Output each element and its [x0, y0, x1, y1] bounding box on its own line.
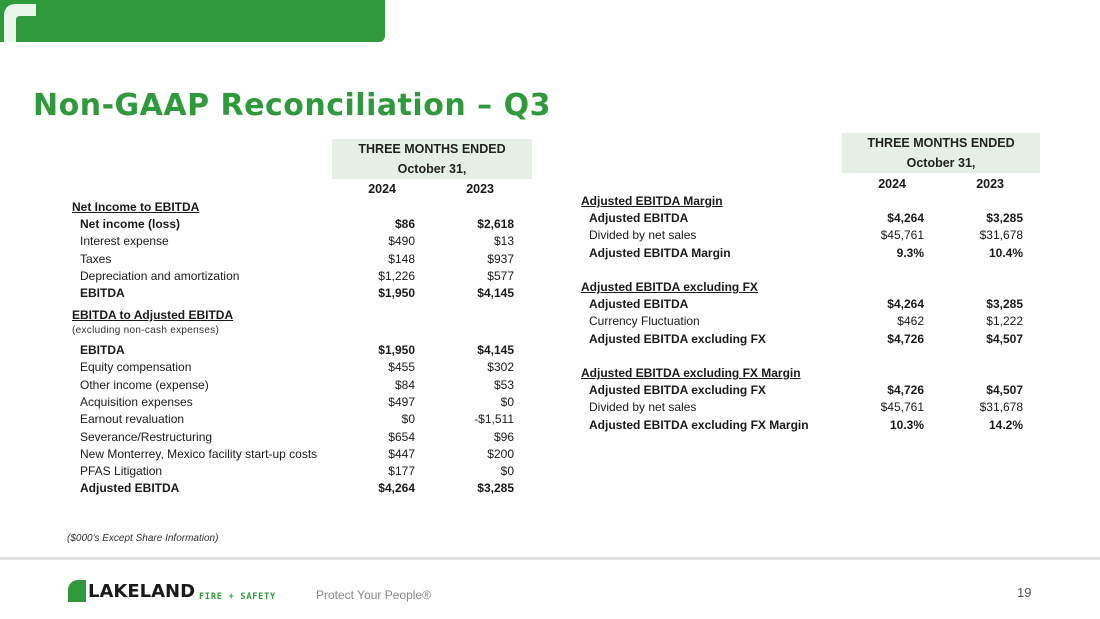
- row-value-2023: -$1,511: [474, 412, 514, 427]
- row-value-2023: $200: [487, 446, 514, 461]
- row-value-2023: $0: [500, 394, 514, 409]
- row-value-2023: $577: [487, 268, 514, 283]
- row-value-2024: $1,950: [378, 286, 415, 301]
- row-value-2023: $937: [487, 251, 514, 266]
- left-section2-subtitle: (excluding non-cash expenses): [72, 325, 220, 336]
- table-row: [589, 331, 1023, 348]
- row-value-2023: 14.2%: [988, 417, 1023, 432]
- brand-hook-icon: [0, 0, 36, 42]
- table-row: [80, 359, 514, 376]
- row-label: Adjusted EBITDA: [589, 297, 689, 311]
- row-value-2024: $1,950: [378, 343, 415, 357]
- row-value-2023: $2,618: [477, 217, 514, 231]
- row-value-2024: $4,726: [887, 383, 924, 397]
- table-row: [589, 417, 1023, 434]
- row-label: Currency Fluctuation: [589, 314, 700, 329]
- table-row: [589, 296, 1023, 313]
- logo-wordmark: LAKELAND: [88, 581, 196, 602]
- left-section2-title: EBITDA to Adjusted EBITDA: [72, 308, 234, 322]
- row-label: Divided by net sales: [589, 400, 697, 415]
- left-year-2023: 2023: [466, 182, 494, 196]
- row-label: Adjusted EBITDA excluding FX Margin: [589, 417, 809, 432]
- right-year-2023: 2023: [976, 177, 1004, 191]
- row-value-2023: $31,678: [979, 228, 1023, 243]
- row-value-2024: $497: [388, 394, 415, 409]
- table-row: [80, 377, 514, 394]
- row-label: Adjusted EBITDA: [80, 481, 180, 496]
- table-row: [80, 446, 514, 463]
- row-value-2023: $53: [493, 377, 514, 392]
- row-value-2023: $3,285: [986, 211, 1023, 225]
- tagline: Protect Your People®: [316, 588, 431, 602]
- row-value-2023: $4,145: [477, 343, 514, 357]
- table-row: [589, 227, 1023, 244]
- row-value-2023: $1,222: [986, 314, 1023, 329]
- table-row: [80, 285, 514, 302]
- table-row: [80, 216, 514, 233]
- left-header-line2: October 31,: [397, 162, 467, 176]
- row-value-2024: $0: [401, 412, 415, 427]
- left-header-box: [332, 139, 532, 179]
- row-value-2024: $4,726: [887, 331, 924, 346]
- right-header-line1: THREE MONTHS ENDED: [867, 136, 1015, 150]
- row-value-2024: $45,761: [880, 400, 924, 415]
- row-value-2023: $13: [493, 234, 514, 249]
- row-value-2024: $4,264: [887, 211, 924, 225]
- right-header-box: [842, 133, 1040, 173]
- row-value-2024: 10.3%: [889, 417, 924, 432]
- row-value-2024: $455: [388, 360, 415, 375]
- table-row: [589, 210, 1023, 227]
- row-label: Adjusted EBITDA excluding FX: [589, 383, 766, 397]
- row-value-2023: $4,507: [986, 331, 1023, 346]
- row-value-2023: $4,507: [986, 383, 1023, 397]
- row-label: Earnout revaluation: [80, 412, 185, 427]
- table-row: [589, 399, 1023, 416]
- row-label: EBITDA: [80, 343, 125, 357]
- row-label: Divided by net sales: [589, 228, 697, 243]
- footer-divider: [0, 557, 1100, 560]
- row-value-2024: $447: [388, 446, 415, 461]
- row-value-2024: $4,264: [887, 297, 924, 311]
- row-value-2024: $84: [394, 377, 415, 392]
- table-row: [589, 245, 1023, 262]
- units-note: ($000's Except Share Information): [67, 533, 219, 544]
- row-value-2023: $4,145: [477, 286, 514, 301]
- row-label: Other income (expense): [80, 377, 209, 392]
- row-label: Adjusted EBITDA Margin: [589, 245, 731, 260]
- row-value-2024: $45,761: [880, 228, 924, 243]
- table-row: [80, 480, 514, 497]
- row-value-2024: $4,264: [378, 481, 415, 496]
- row-value-2023: $31,678: [979, 400, 1023, 415]
- table-row: [589, 313, 1023, 330]
- right-section-title: Adjusted EBITDA excluding FX: [581, 280, 758, 294]
- row-value-2024: $86: [394, 217, 415, 231]
- logo-subtext: FIRE + SAFETY: [199, 592, 276, 602]
- row-value-2024: $1,226: [378, 268, 415, 283]
- table-row: [80, 411, 514, 428]
- row-value-2024: $462: [897, 314, 924, 329]
- row-label: Net income (loss): [80, 217, 181, 231]
- row-label: Equity compensation: [80, 360, 192, 375]
- row-label: Taxes: [80, 251, 112, 266]
- row-label: PFAS Litigation: [80, 464, 163, 479]
- row-value-2023: $0: [500, 464, 514, 479]
- row-label: New Monterrey, Mexico facility start-up costs: [80, 446, 318, 461]
- left-year-2024: 2024: [368, 182, 396, 196]
- row-value-2024: 9.3%: [896, 245, 924, 260]
- row-value-2024: $654: [388, 429, 415, 444]
- row-value-2023: 10.4%: [988, 245, 1023, 260]
- row-value-2023: $3,285: [477, 481, 514, 496]
- row-label: EBITDA: [80, 286, 125, 301]
- row-value-2024: $177: [388, 464, 415, 479]
- row-label: Interest expense: [80, 234, 169, 249]
- table-row: [80, 342, 514, 359]
- row-value-2023: $3,285: [986, 297, 1023, 311]
- page-number: 19: [1017, 585, 1032, 600]
- left-header-line1: THREE MONTHS ENDED: [358, 142, 506, 156]
- row-label: Adjusted EBITDA excluding FX: [589, 331, 766, 346]
- row-value-2023: $302: [487, 360, 514, 375]
- row-value-2024: $148: [388, 251, 415, 266]
- row-label: Severance/Restructuring: [80, 429, 213, 444]
- table-row: [80, 394, 514, 411]
- row-label: Depreciation and amortization: [80, 268, 240, 283]
- table-row: [80, 429, 514, 446]
- page-title: Non-GAAP Reconciliation – Q3: [33, 88, 551, 123]
- row-label: Adjusted EBITDA: [589, 211, 689, 225]
- row-label: Acquisition expenses: [80, 394, 193, 409]
- table-row: [80, 233, 514, 250]
- table-row: [80, 268, 514, 285]
- row-value-2023: $96: [493, 429, 514, 444]
- right-section-title: Adjusted EBITDA Margin: [581, 194, 723, 208]
- right-year-2024: 2024: [878, 177, 906, 191]
- table-row: [80, 251, 514, 268]
- table-row: [589, 382, 1023, 399]
- top-brand-bar: [0, 0, 385, 42]
- table-row: [80, 463, 514, 480]
- logo-mark-icon: [68, 580, 86, 602]
- row-value-2024: $490: [388, 234, 415, 249]
- right-section-title: Adjusted EBITDA excluding FX Margin: [581, 366, 801, 380]
- left-section1-title: Net Income to EBITDA: [72, 200, 200, 214]
- right-header-line2: October 31,: [906, 156, 976, 170]
